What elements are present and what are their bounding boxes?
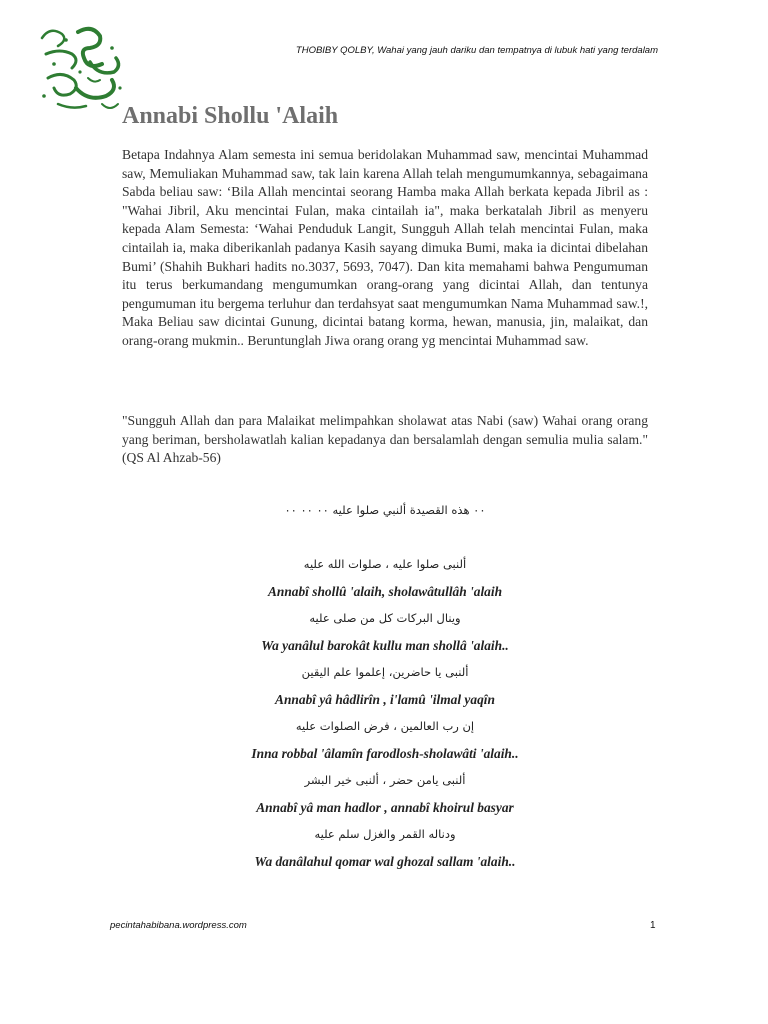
arabic-calligraphy-icon bbox=[28, 18, 128, 118]
verse-latin: Wa danâlahul qomar wal ghozal sallam 'alaih.. bbox=[254, 854, 516, 869]
verse-latin: Wa yanâlul barokât kullu man shollâ 'alaih.. bbox=[261, 638, 509, 653]
verse-arabic: ألنبى صلوا عليه ، صلوات الله عليه bbox=[303, 557, 467, 571]
verse bbox=[122, 556, 648, 610]
verse-latin: Annabî yâ man hadlor , annabî khoirul basyar bbox=[256, 800, 514, 815]
logo-calligraphy bbox=[28, 18, 128, 118]
verses-list bbox=[122, 556, 648, 880]
verse bbox=[122, 826, 648, 880]
verse-latin: Annabî shollû 'alaih, sholawâtullâh 'alaih bbox=[267, 584, 503, 599]
verse bbox=[122, 772, 648, 826]
verse-arabic: ألنبى يا حاضرين، إعلموا علم اليقين bbox=[301, 665, 469, 679]
page-title: Annabi Shollu 'Alaih bbox=[122, 103, 339, 129]
verse bbox=[122, 718, 648, 772]
verse-latin: Inna robbal 'âlamîn farodlosh-sholawâti 'alaih.. bbox=[251, 746, 519, 761]
verse bbox=[122, 610, 648, 664]
verse-arabic: وينال البركات كل من صلى عليه bbox=[309, 611, 461, 625]
header-text: THOBIBY QOLBY, Wahai yang jauh dariku dan tempatnya di lubuk hati yang terdalam bbox=[295, 45, 658, 56]
verse bbox=[122, 664, 648, 718]
quran-quote: "Sungguh Allah dan para Malaikat melimpahkan sholawat atas Nabi (saw) Wahai orang orang yang beriman, bersholawatlah kalian kepadanya dan bersalamlah dengan semulia mulia salam." (QS Al Ahzab-56) bbox=[122, 413, 648, 466]
verse-arabic: ألنبى يامن حضر ، ألنبى خير البشر bbox=[304, 773, 466, 787]
verse-latin: Annabî yâ hâdlirîn , i'lamû 'ilmal yaqîn bbox=[275, 692, 495, 707]
footer-url: pecintahabibana.wordpress.com bbox=[110, 920, 247, 931]
body-paragraph: Betapa Indahnya Alam semesta ini semua beridolakan Muhammad saw, mencintai Muhammad saw, Memuliakan Muhammad saw, tak lain karena Allah telah mengumumkannya, sebagaimana Sabda beliau saw: ‘Bila Allah mencintai seorang Hamba maka Allah berkata kepada Jibril as : "Wahai Jibril, Aku mencintai Fulan, maka cintailah ia", maka berkatalah Jibril as menyeru kepada Alam Semesta: ‘Wahai Penduduk Langit, Sungguh Allah telah mencintai Fulan, maka cintailah ia, maka diberikanlah padanya Kasih sayang dimuka Bumi, maka ia dicintai dibelahan Bumi’ (Shahih Bukhari hadits no.3037, 5693, 7047). Dan kita memahami bahwa Pengumuman itu terus berkumandang mengumumkan orang-orang yang dicintai Allah, dan tentunya pengumuman itu bergema terluhur dan terdahsyat saat mengumumkan Nama Muhammad saw.!, Maka Beliau saw dicintai Gunung, dicintai batang korma, hewan, manusia, jin, malaikat, dan orang-orang mukmin.. Beruntunglah Jiwa orang orang yg mencintai Muhammad saw. bbox=[122, 147, 648, 348]
qasida-title: ٠٠ هذه القصيدة ألنبي صلوا عليه ٠٠ ٠٠ ٠٠ bbox=[284, 503, 486, 517]
page-number: 1 bbox=[650, 920, 656, 931]
verse-arabic: إن رب العالمين ، فرض الصلوات عليه bbox=[295, 719, 475, 733]
verse-arabic: ودناله القمر والغزل سلم عليه bbox=[314, 827, 456, 841]
